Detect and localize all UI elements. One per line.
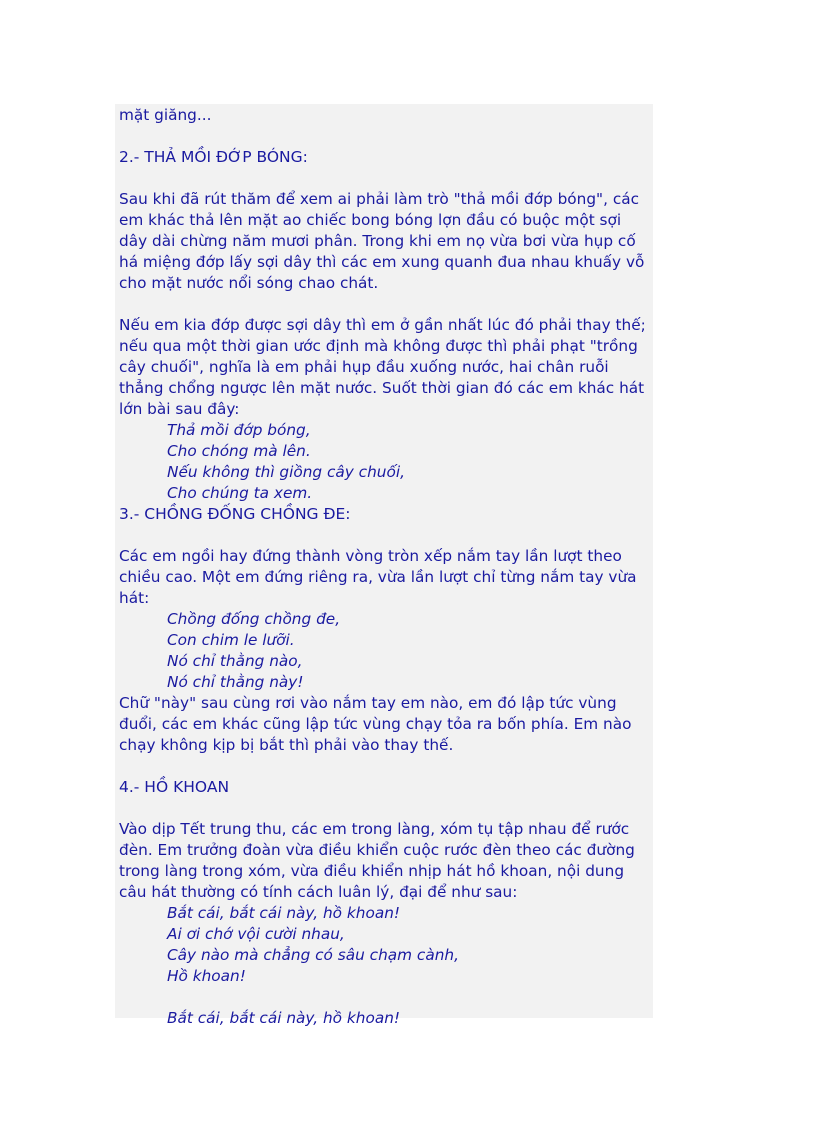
verse-line: Cho chúng ta xem.: [167, 484, 313, 502]
document-body: [119, 105, 653, 1029]
section-heading: 2.- THẢ MỒI ĐỚP BÓNG:: [119, 148, 308, 166]
verse-line: Bắt cái, bắt cái này, hồ khoan!: [167, 1009, 401, 1027]
verse-line: Hồ khoan!: [167, 967, 246, 985]
verse-line: Cho chóng mà lên.: [167, 442, 311, 460]
paragraph: Sau khi đã rút thăm để xem ai phải làm trò "thả mồi đớp bóng", các em khác thả lên mặt ao chiếc bong bóng lợn đầu có buộc một sợi dây dài chừng năm mươi phân. Trong khi em nọ vừa bơi vừa hụp cố há miệng đớp lấy sợi dây thì các em xung quanh đua nhau khuấy vỗ cho mặt nước nổi sóng chao chát.: [119, 190, 645, 292]
verse-line: Chồng đống chồng đe,: [167, 610, 341, 628]
verse-line: Ai ơi chớ vội cười nhau,: [167, 925, 345, 943]
paragraph: Các em ngồi hay đứng thành vòng tròn xếp nắm tay lần lượt theo chiều cao. Một em đứng riêng ra, vừa lần lượt chỉ từng nắm tay vừa hát:: [119, 547, 637, 607]
paragraph: Vào dịp Tết trung thu, các em trong làng, xóm tụ tập nhau để rước đèn. Em trưởng đoàn vừa điều khiển cuộc rước đèn theo các đường trong làng trong xóm, vừa điều khiển nhịp hát hồ khoan, nội dung câu hát thường có tính cách luân lý, đại để như sau:: [119, 820, 635, 901]
section-heading: 3.- CHỒNG ĐỐNG CHỒNG ĐE:: [119, 505, 351, 523]
verse-line: Nếu không thì giồng cây chuối,: [167, 463, 405, 481]
verse-line: Bắt cái, bắt cái này, hồ khoan!: [167, 904, 401, 922]
section-heading: 4.- HỒ KHOAN: [119, 778, 230, 796]
verse-line: Con chim le lưỡi.: [167, 631, 295, 649]
paragraph: Chữ "này" sau cùng rơi vào nắm tay em nào, em đó lập tức vùng đuổi, các em khác cũng lập tức vùng chạy tỏa ra bốn phía. Em nào chạy không kịp bị bắt thì phải vào thay thế.: [119, 694, 632, 754]
paragraph: Nếu em kia đớp được sợi dây thì em ở gần nhất lúc đó phải thay thế; nếu qua một thời gian ước định mà không được thì phải phạt "trồng cây chuối", nghĩa là em phải hụp đầu xuống nước, hai chân ruỗi thẳng chổng ngược lên mặt nước. Suốt thời gian đó các em khác hát lớn bài sau đây:: [119, 316, 646, 418]
verse-line: Nó chỉ thằng nào,: [167, 652, 303, 670]
verse-line: Nó chỉ thằng này!: [167, 673, 304, 691]
verse-line: Thả mồi đớp bóng,: [167, 421, 311, 439]
intro-tail: mặt giăng...: [119, 106, 212, 124]
verse-line: Cây nào mà chẳng có sâu chạm cành,: [167, 946, 459, 964]
